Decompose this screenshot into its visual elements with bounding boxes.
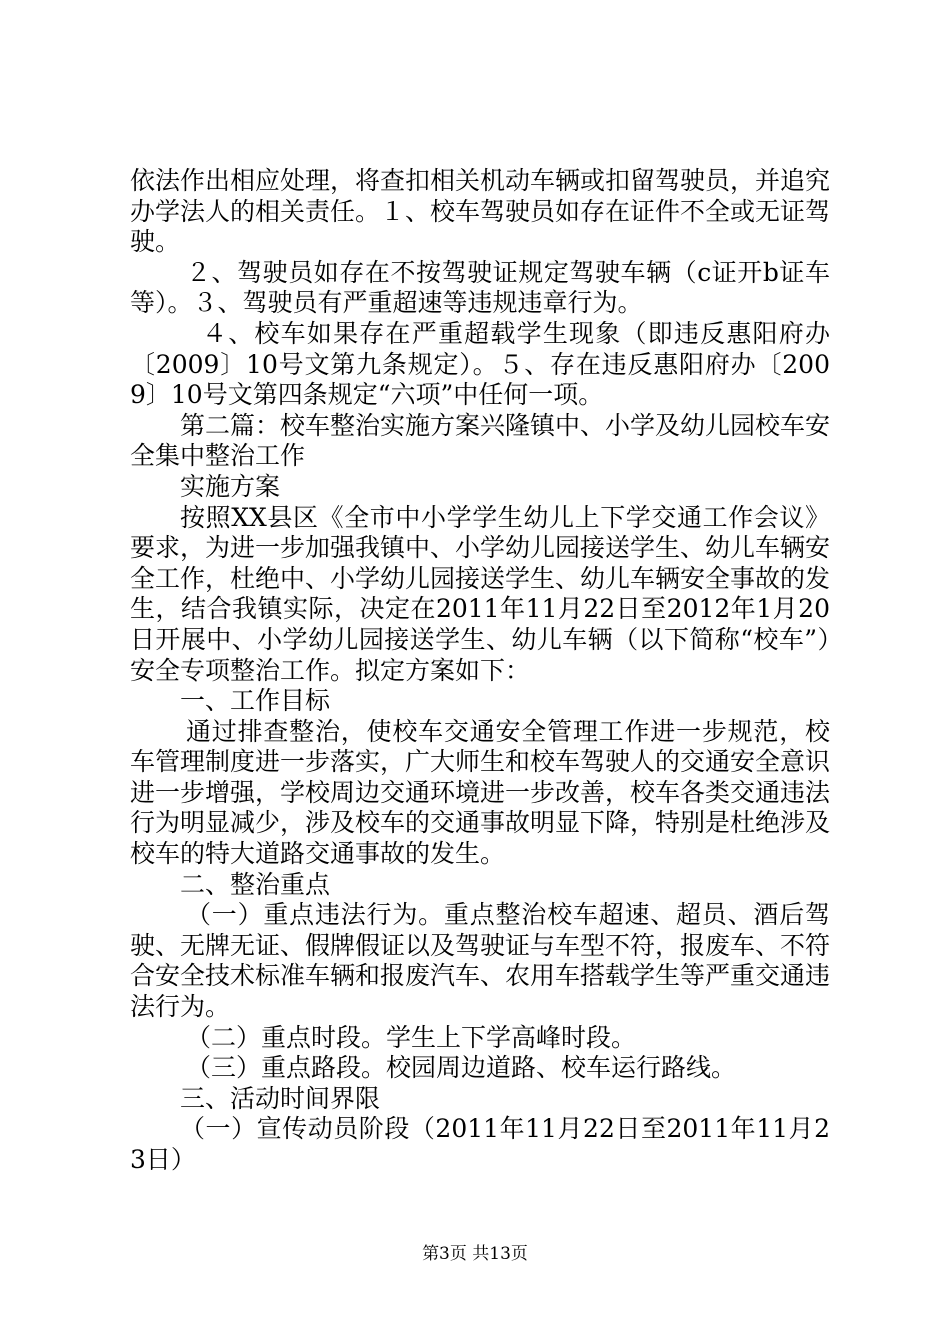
section-subheading-plan: 实施方案 [180,471,281,501]
paragraph-key-periods: （二）重点时段。学生上下学高峰时段。 [186,1022,637,1052]
heading-key-focus: 二、整治重点 [180,869,331,899]
page-footer: 第3页 共13页 [422,1244,528,1264]
paragraph-1: 依法作出相应处理，将查扣相关机动车辆或扣留驾驶员，并追究办学法人的相关责任。１、校车驾驶员如存在证件不全或无证驾驶。 [130,166,831,257]
paragraph-publicity-stage: （一）宣传动员阶段（2011年11月22日至2011年11月23日） [130,1114,830,1174]
paragraph-3: ４、校车如果存在严重超载学生现象（即违反惠阳府办〔2009〕10号文第九条规定）。５、存在违反惠阳府办〔2009〕10号文第四条规定“六项”中任何一项。 [130,318,830,410]
paragraph-2: ２、驾驶员如存在不按驾驶证规定驾驶车辆（c证开b证车等）。３、驾驶员有严重超速等违规违章行为。 [130,257,830,318]
paragraph-intro: 按照XX县区《全市中小学学生幼儿上下学交通工作会议》要求，为进一步加强我镇中、小学幼儿园接送学生、幼儿车辆安全工作，杜绝中、小学幼儿园接送学生、幼儿车辆安全事故的发生，结合我镇实际，决定在2011年11月22日至2012年1月20日开展中、小学幼儿园接送学生、幼儿车辆（以下简称“校车”）安全专项整治工作。拟定方案如下： [130,502,831,685]
heading-activity-timeline: 三、活动时间界限 [180,1083,381,1113]
document-body [130,166,830,1176]
paragraph-work-goals: 通过排查整治，使校车交通安全管理工作进一步规范，校车管理制度进一步落实，广大师生和校车驾驶人的交通安全意识进一步增强，学校周边交通环境进一步改善，校车各类交通违法行为明显减少，涉及校车的交通事故明显下降，特别是杜绝涉及校车的特大道路交通事故的发生。 [130,716,831,869]
section-heading-part-two: 第二篇：校车整治实施方案兴隆镇中、小学及幼儿园校车安全集中整治工作 [130,410,831,471]
paragraph-key-roads: （三）重点路段。校园周边道路、校车运行路线。 [186,1053,737,1083]
paragraph-key-violations: （一）重点违法行为。重点整治校车超速、超员、酒后驾驶、无牌无证、假牌假证以及驾驶证与车型不符，报废车、不符合安全技术标准车辆和报废汽车、农用车搭载学生等严重交通违法行为。 [130,900,831,1022]
heading-work-goals: 一、工作目标 [180,686,331,716]
